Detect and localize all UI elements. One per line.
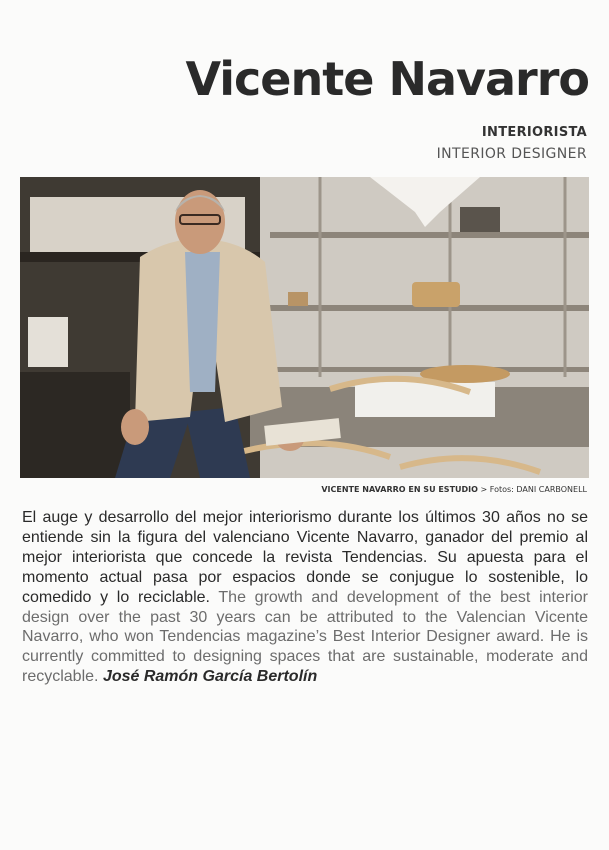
caption-credit-name: DANI CARBONELL	[516, 485, 587, 494]
role-spanish: INTERIORISTA	[481, 125, 587, 140]
role-english: INTERIOR DESIGNER	[436, 146, 587, 162]
article-text-english: The growth and development of the best interior design over the past 30 years can be attributed to the Valencian Vicente Navarro, who won Tendencias magazine’s Best Interior Designer award. He is currently committed to designing spaces that are sustainable, moderate and recyclable.	[22, 588, 588, 686]
page-title: Vicente Navarro	[185, 52, 589, 106]
portrait-photo	[20, 177, 589, 478]
article-body	[22, 508, 588, 687]
caption-subject: VICENTE NAVARRO EN SU ESTUDIO	[321, 485, 478, 494]
article-author: José Ramón García Bertolín	[102, 668, 318, 686]
studio-photo-illustration	[20, 177, 589, 478]
caption-credit-label: Fotos:	[489, 485, 517, 494]
caption-separator: >	[477, 485, 490, 494]
article-text-spanish: El auge y desarrollo del mejor interiorismo durante los últimos 30 años no se entiende sin la figura del valenciano Vicente Navarro, ganador del premio al mejor interiorista que concede la revista Tendencias. Su apuesta para el momento actual pasa por espacios donde se conjugue lo sostenible, lo comedido y lo reciclable.	[22, 509, 588, 606]
photo-caption	[321, 485, 587, 494]
